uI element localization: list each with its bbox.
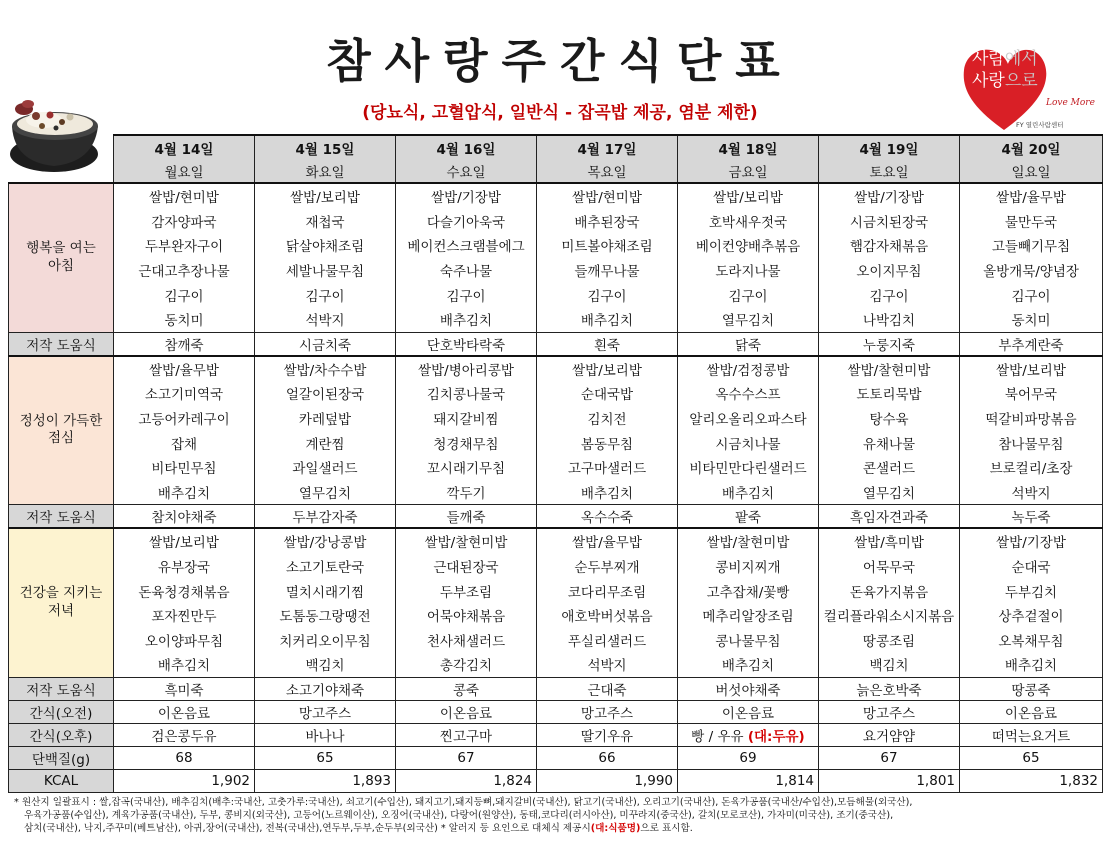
menu-item-cell: 세발나물무침 (255, 258, 396, 283)
porridge-cell: 땅콩죽 (960, 677, 1103, 700)
menu-item-cell: 베이컨양배추볶음 (678, 233, 819, 258)
menu-item-cell: 쌀밥/현미밥 (114, 183, 255, 209)
porridge-cell: 참깨죽 (114, 332, 255, 356)
menu-item-cell: 쌀밥/차수수밥 (255, 356, 396, 382)
menu-item-cell: 햄감자채볶음 (819, 233, 960, 258)
weekday-header-row (9, 159, 1103, 183)
porridge-cell: 늙은호박죽 (819, 677, 960, 700)
logo-word-1b: 에서 (1004, 49, 1038, 69)
dinner-menu-row (9, 603, 1103, 628)
menu-item-cell: 포자찐만두 (114, 603, 255, 628)
menu-item-cell: 닭살야채조림 (255, 233, 396, 258)
breakfast-menu-row (9, 233, 1103, 258)
porridge-cell: 흑임자견과죽 (819, 505, 960, 529)
menu-item-cell: 순두부찌개 (537, 554, 678, 579)
menu-item-cell: 알리오올리오파스타 (678, 406, 819, 431)
footnote-line-2: 우육가공품(수입산), 계육가공품(국내산), 두부, 콩비지(외국산), 고등어(노르웨이산), 오징어(국내산), 다랑어(원양산), 동태,코다리(러시아산), 미꾸라지(중국산), 갈치(모로코산), 가자미(미국산), 조기(중국산), (24, 810, 894, 822)
menu-item-cell: 얼갈이된장국 (255, 381, 396, 406)
date-cell: 4월 16일 (396, 135, 537, 159)
lunch-label: 정성이 가득한 점심 (9, 356, 114, 505)
snack-am-cell: 망고주스 (819, 700, 960, 723)
weekday-cell: 금요일 (678, 159, 819, 183)
porridge-cell: 두부감자죽 (255, 505, 396, 529)
protein-row (9, 746, 1103, 769)
porridge-cell: 부추계란죽 (960, 332, 1103, 356)
menu-item-cell: 배추김치 (960, 652, 1103, 677)
menu-item-cell: 쌀밥/보리밥 (537, 356, 678, 382)
protein-cell: 65 (960, 746, 1103, 769)
logo-word-1a: 사람 (972, 49, 1005, 69)
menu-item-cell: 돼지갈비찜 (396, 406, 537, 431)
date-cell: 4월 18일 (678, 135, 819, 159)
weekday-cell: 월요일 (114, 159, 255, 183)
menu-item-cell: 어묵무국 (819, 554, 960, 579)
menu-item-cell: 숙주나물 (396, 258, 537, 283)
weekday-cell: 수요일 (396, 159, 537, 183)
dinner-menu-row (9, 528, 1103, 554)
menu-item-cell: 메추리알장조림 (678, 603, 819, 628)
breakfast-label: 행복을 여는 아침 (9, 183, 114, 332)
menu-item-cell: 브로컬리/초장 (960, 455, 1103, 480)
menu-item-cell: 나박김치 (819, 307, 960, 332)
protein-cell: 67 (819, 746, 960, 769)
snack-pm-cell: 떠먹는요거트 (960, 723, 1103, 746)
menu-item-cell: 배추김치 (678, 652, 819, 677)
menu-item-cell: 쌀밥/율무밥 (537, 528, 678, 554)
menu-item-cell: 고추잡채/꽃빵 (678, 578, 819, 603)
weekly-menu-table (8, 134, 1103, 793)
menu-item-cell: 콩나물무침 (678, 628, 819, 653)
menu-item-cell: 천사채샐러드 (396, 628, 537, 653)
porridge-cell: 흑미죽 (114, 677, 255, 700)
date-cell: 4월 15일 (255, 135, 396, 159)
menu-item-cell: 쌀밥/찰현미밥 (678, 528, 819, 554)
menu-item-cell: 고구마샐러드 (537, 455, 678, 480)
snack-pm-cell: 바나나 (255, 723, 396, 746)
menu-item-cell: 김치전 (537, 406, 678, 431)
weekday-cell: 일요일 (960, 159, 1103, 183)
porridge-cell: 콩죽 (396, 677, 537, 700)
kcal-cell: 1,893 (255, 769, 396, 792)
lunch-menu-row (9, 430, 1103, 455)
menu-item-cell: 김구이 (960, 282, 1103, 307)
dinner-menu-row (9, 652, 1103, 677)
porridge-cell: 팥죽 (678, 505, 819, 529)
dinner-menu-row (9, 554, 1103, 579)
menu-item-cell: 근대된장국 (396, 554, 537, 579)
snack-pm-label: 간식(오후) (9, 723, 114, 746)
menu-item-cell: 청경채무침 (396, 430, 537, 455)
lunch-menu-row (9, 455, 1103, 480)
menu-item-cell: 오이지무침 (819, 258, 960, 283)
date-cell: 4월 19일 (819, 135, 960, 159)
weekday-cell: 토요일 (819, 159, 960, 183)
breakfast-menu-row (9, 258, 1103, 283)
menu-item-cell: 쌀밥/보리밥 (255, 183, 396, 209)
lunch-menu-row (9, 356, 1103, 382)
menu-item-cell: 김구이 (537, 282, 678, 307)
snack-am-cell: 이온음료 (960, 700, 1103, 723)
dinner-label: 건강을 지키는 저녁 (9, 528, 114, 677)
snack-pm-substitute: (대:두유) (747, 728, 805, 745)
menu-item-cell: 시금치나물 (678, 430, 819, 455)
menu-item-cell: 김구이 (396, 282, 537, 307)
menu-item-cell: 감자양파국 (114, 209, 255, 234)
protein-cell: 67 (396, 746, 537, 769)
page-title: 참사랑주간식단표 (326, 34, 794, 88)
snack-am-cell: 망고주스 (255, 700, 396, 723)
menu-item-cell: 푸실리샐러드 (537, 628, 678, 653)
menu-item-cell: 김치콩나물국 (396, 381, 537, 406)
menu-item-cell: 쌀밥/기장밥 (960, 528, 1103, 554)
menu-item-cell: 배추김치 (114, 652, 255, 677)
kcal-cell: 1,990 (537, 769, 678, 792)
dinner-menu-row (9, 578, 1103, 603)
snack-am-label: 간식(오전) (9, 700, 114, 723)
menu-item-cell: 비타민무침 (114, 455, 255, 480)
menu-item-cell: 쌀밥/보리밥 (960, 356, 1103, 382)
breakfast-porridge-row (9, 332, 1103, 356)
protein-cell: 69 (678, 746, 819, 769)
menu-item-cell: 쌀밥/율무밥 (960, 183, 1103, 209)
protein-cell: 65 (255, 746, 396, 769)
menu-item-cell: 오복채무침 (960, 628, 1103, 653)
menu-item-cell: 떡갈비파망볶음 (960, 406, 1103, 431)
page-subtitle: (당뇨식, 고혈압식, 일반식 - 잡곡밥 제공, 염분 제한) (362, 103, 758, 123)
menu-item-cell: 치커리오이무침 (255, 628, 396, 653)
date-header-row (9, 135, 1103, 159)
menu-item-cell: 돈육청경채볶음 (114, 578, 255, 603)
menu-item-cell: 총각김치 (396, 652, 537, 677)
snack-pm-cell: 검은콩두유 (114, 723, 255, 746)
menu-item-cell: 꼬시래기무침 (396, 455, 537, 480)
kcal-cell: 1,801 (819, 769, 960, 792)
menu-item-cell: 배추김치 (537, 307, 678, 332)
menu-item-cell: 배추김치 (537, 480, 678, 505)
date-cell: 4월 17일 (537, 135, 678, 159)
menu-item-cell: 올방개묵/양념장 (960, 258, 1103, 283)
breakfast-menu-row (9, 209, 1103, 234)
menu-item-cell: 돈육가지볶음 (819, 578, 960, 603)
menu-item-cell: 재첩국 (255, 209, 396, 234)
menu-item-cell: 콘샐러드 (819, 455, 960, 480)
menu-item-cell: 소고기미역국 (114, 381, 255, 406)
porridge-label: 저작 도움식 (9, 332, 114, 356)
snack-am-cell: 이온음료 (678, 700, 819, 723)
weekday-cell: 목요일 (537, 159, 678, 183)
menu-item-cell: 두부완자구이 (114, 233, 255, 258)
menu-item-cell: 과일샐러드 (255, 455, 396, 480)
menu-item-cell: 유부장국 (114, 554, 255, 579)
origin-footnote (14, 796, 1104, 836)
porridge-cell: 단호박타락죽 (396, 332, 537, 356)
porridge-cell: 녹두죽 (960, 505, 1103, 529)
menu-item-cell: 유채나물 (819, 430, 960, 455)
kcal-cell: 1,832 (960, 769, 1103, 792)
menu-item-cell: 콩비지찌개 (678, 554, 819, 579)
menu-item-cell: 석박지 (960, 480, 1103, 505)
menu-item-cell: 배추된장국 (537, 209, 678, 234)
logo-word-2b: 으로 (1004, 71, 1038, 91)
menu-item-cell: 고등어카레구이 (114, 406, 255, 431)
menu-item-cell: 쌀밥/현미밥 (537, 183, 678, 209)
weekday-cell: 화요일 (255, 159, 396, 183)
menu-item-cell: 석박지 (255, 307, 396, 332)
footnote-line-3-end: 으로 표시함. (640, 823, 693, 835)
kcal-cell: 1,902 (114, 769, 255, 792)
breakfast-menu-row (9, 183, 1103, 209)
kcal-cell: 1,814 (678, 769, 819, 792)
menu-item-cell: 들깨무나물 (537, 258, 678, 283)
menu-item-cell: 봄동무침 (537, 430, 678, 455)
menu-item-cell: 김구이 (114, 282, 255, 307)
menu-item-cell: 김구이 (678, 282, 819, 307)
menu-item-cell: 순대국 (960, 554, 1103, 579)
snack-am-cell: 망고주스 (537, 700, 678, 723)
footnote-line-3: 삼치(국내산), 낙지,주꾸미(베트남산), 아귀,장어(국내산), 전복(국내산),연두부,두부,순두부(외국산) * 알러지 등 요인으로 대체식 제공시 (24, 823, 591, 835)
menu-item-cell: 열무김치 (255, 480, 396, 505)
snack-pm-cell (678, 723, 819, 746)
snack-am-cell: 이온음료 (114, 700, 255, 723)
snack-am-cell: 이온음료 (396, 700, 537, 723)
menu-item-cell: 다슬기아욱국 (396, 209, 537, 234)
menu-item-cell: 애호박버섯볶음 (537, 603, 678, 628)
menu-item-cell: 쌀밥/보리밥 (678, 183, 819, 209)
porridge-cell: 버섯야채죽 (678, 677, 819, 700)
menu-item-cell: 베이컨스크램블에그 (396, 233, 537, 258)
protein-cell: 66 (537, 746, 678, 769)
menu-item-cell: 땅콩조림 (819, 628, 960, 653)
menu-item-cell: 순대국밥 (537, 381, 678, 406)
snack-pm-text: 빵 / 우유 (691, 728, 748, 745)
porridge-cell: 시금치죽 (255, 332, 396, 356)
menu-item-cell: 두부김치 (960, 578, 1103, 603)
porridge-cell: 근대죽 (537, 677, 678, 700)
menu-item-cell: 쌀밥/흑미밥 (819, 528, 960, 554)
menu-item-cell: 탕수육 (819, 406, 960, 431)
porridge-cell: 들깨죽 (396, 505, 537, 529)
menu-item-cell: 열무김치 (678, 307, 819, 332)
menu-item-cell: 동치미 (114, 307, 255, 332)
porridge-cell: 닭죽 (678, 332, 819, 356)
lunch-porridge-row (9, 505, 1103, 529)
menu-item-cell: 백김치 (819, 652, 960, 677)
menu-item-cell: 배추김치 (114, 480, 255, 505)
snack-pm-cell: 찐고구마 (396, 723, 537, 746)
menu-item-cell: 고들빼기무침 (960, 233, 1103, 258)
lunch-menu-row (9, 381, 1103, 406)
menu-item-cell: 석박지 (537, 652, 678, 677)
dinner-porridge-row (9, 677, 1103, 700)
menu-item-cell: 쌀밥/율무밥 (114, 356, 255, 382)
menu-item-cell: 소고기토란국 (255, 554, 396, 579)
porridge-cell: 누룽지죽 (819, 332, 960, 356)
protein-label: 단백질(g) (9, 746, 114, 769)
lunch-menu-row (9, 480, 1103, 505)
menu-item-cell: 쌀밥/검정콩밥 (678, 356, 819, 382)
footnote-line-1: * 원산지 일괄표시 : 쌀,잡곡(국내산), 배추김치(배추:국내산, 고춧가루:국내산), 쇠고기(수입산), 돼지고기,돼지등뼈,돼지갈비(국내산), 닭고기(국내산), 오리고기(국내산), 돈육가공품(국내산/수입산),모듬해물(외국산), (14, 797, 913, 808)
menu-item-cell: 쌀밥/보리밥 (114, 528, 255, 554)
breakfast-menu-row (9, 282, 1103, 307)
menu-item-cell: 카레덮밥 (255, 406, 396, 431)
menu-item-cell: 쌀밥/찰현미밥 (819, 356, 960, 382)
logo-script: Love More (1046, 98, 1095, 108)
kcal-cell: 1,824 (396, 769, 537, 792)
menu-item-cell: 쌀밥/기장밥 (396, 183, 537, 209)
menu-item-cell: 시금치된장국 (819, 209, 960, 234)
menu-item-cell: 김구이 (819, 282, 960, 307)
menu-item-cell: 어묵야채볶음 (396, 603, 537, 628)
snack-pm-row (9, 723, 1103, 746)
kcal-label: KCAL (9, 769, 114, 792)
menu-item-cell: 배추김치 (396, 307, 537, 332)
porridge-label: 저작 도움식 (9, 677, 114, 700)
breakfast-menu-row (9, 307, 1103, 332)
snack-pm-cell: 요거얌얌 (819, 723, 960, 746)
menu-item-cell: 참나물무침 (960, 430, 1103, 455)
porridge-label: 저작 도움식 (9, 505, 114, 529)
menu-item-cell: 잡채 (114, 430, 255, 455)
menu-item-cell: 김구이 (255, 282, 396, 307)
porridge-cell: 흰죽 (537, 332, 678, 356)
menu-item-cell: 오이양파무침 (114, 628, 255, 653)
menu-item-cell: 동치미 (960, 307, 1103, 332)
menu-item-cell: 상추겉절이 (960, 603, 1103, 628)
menu-item-cell: 열무김치 (819, 480, 960, 505)
menu-item-cell: 코다리무조림 (537, 578, 678, 603)
menu-item-cell: 물만두국 (960, 209, 1103, 234)
snack-am-row (9, 700, 1103, 723)
kcal-row (9, 769, 1103, 792)
date-cell: 4월 20일 (960, 135, 1103, 159)
menu-item-cell: 도토리묵밥 (819, 381, 960, 406)
snack-pm-cell: 딸기우유 (537, 723, 678, 746)
menu-item-cell: 옥수수스프 (678, 381, 819, 406)
menu-item-cell: 호박새우젓국 (678, 209, 819, 234)
menu-item-cell: 컬리플라워소시지볶음 (819, 603, 960, 628)
menu-item-cell: 북어무국 (960, 381, 1103, 406)
menu-item-cell: 근대고추장나물 (114, 258, 255, 283)
footnote-line-3-red: (대:식품명) (590, 823, 641, 835)
menu-item-cell: 쌀밥/찰현미밥 (396, 528, 537, 554)
logo-word-2a: 사랑 (972, 71, 1005, 91)
date-cell: 4월 14일 (114, 135, 255, 159)
menu-item-cell: 두부조림 (396, 578, 537, 603)
menu-item-cell: 도톰동그랑땡전 (255, 603, 396, 628)
menu-item-cell: 도라지나물 (678, 258, 819, 283)
menu-item-cell: 비타민만다린샐러드 (678, 455, 819, 480)
porridge-cell: 참치야채죽 (114, 505, 255, 529)
lunch-menu-row (9, 406, 1103, 431)
menu-item-cell: 깍두기 (396, 480, 537, 505)
dinner-menu-row (9, 628, 1103, 653)
love-more-logo (960, 44, 1100, 134)
menu-item-cell: 멸치시래기찜 (255, 578, 396, 603)
protein-cell: 68 (114, 746, 255, 769)
logo-org: FY 열린사람센터 (1016, 121, 1064, 129)
porridge-cell: 소고기야채죽 (255, 677, 396, 700)
porridge-cell: 옥수수죽 (537, 505, 678, 529)
header-blank (9, 135, 114, 183)
menu-item-cell: 백김치 (255, 652, 396, 677)
menu-item-cell: 배추김치 (678, 480, 819, 505)
menu-item-cell: 쌀밥/병아리콩밥 (396, 356, 537, 382)
menu-item-cell: 쌀밥/기장밥 (819, 183, 960, 209)
menu-item-cell: 계란찜 (255, 430, 396, 455)
menu-item-cell: 미트볼야채조림 (537, 233, 678, 258)
menu-item-cell: 쌀밥/강낭콩밥 (255, 528, 396, 554)
